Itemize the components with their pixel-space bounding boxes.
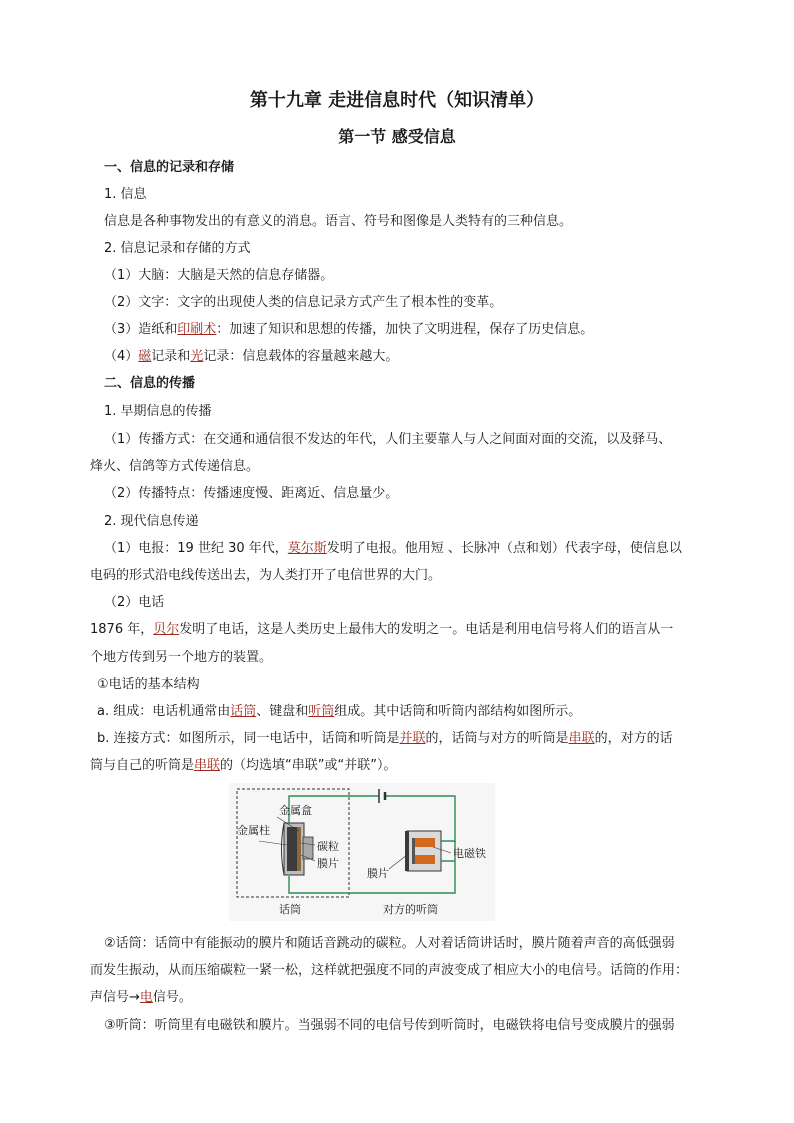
answer-series-2: 串联 <box>194 758 221 773</box>
p2-title: 2. 信息记录和存储的方式 <box>104 241 251 256</box>
mic-line1: ②话筒：话筒中有能振动的膜片和随话音跳动的碳粒。人对着话筒讲话时，膜片随着声音的高低强弱 <box>104 936 675 951</box>
answer-printing: 印刷术 <box>177 322 217 337</box>
composition: a. 组成：电话机通常由话筒、键盘和听筒组成。其中话筒和听筒内部结构如图所示。 <box>97 704 582 719</box>
label-diaphragm: 膜片 <box>317 857 339 870</box>
modern-title: 2. 现代信息传递 <box>104 514 199 529</box>
answer-series-1: 串联 <box>568 731 595 746</box>
caption-receiver: 对方的听筒 <box>383 903 438 916</box>
mic-line3: 声信号→电信号。 <box>90 990 192 1005</box>
answer-magnetic: 磁 <box>138 349 152 364</box>
answer-receiver: 听筒 <box>308 704 335 719</box>
answer-electric: 电 <box>139 990 153 1005</box>
answer-morse: 莫尔斯 <box>287 541 327 556</box>
mic-line2: 而发生振动，从而压缩碳粒一紧一松，这样就把强度不同的声波变成了相应大小的电信号。话筒的作用： <box>90 963 689 978</box>
structure-title: ①电话的基本结构 <box>97 677 200 692</box>
item-4: （4）磁记录和光记录：信息载体的容量越来越大。 <box>104 349 399 364</box>
connection-line2: 筒与自己的听筒是串联的（均选填“串联”或“并联”）。 <box>90 758 397 773</box>
receiver-line1: ③听筒：听筒里有电磁铁和膜片。当强弱不同的电信号传到听筒时，电磁铁将电信号变成膜片的强弱 <box>104 1018 675 1033</box>
label-carbon: 碳粒 <box>317 840 339 853</box>
phone-line1: 1876 年，贝尔发明了电话，这是人类历史上最伟大的发明之一。电话是利用电信号将人们的语言从一 <box>90 622 674 637</box>
phone-title: （2）电话 <box>104 595 165 610</box>
section-title: 第一节 感受信息 <box>338 127 456 146</box>
answer-mic: 话筒 <box>230 704 257 719</box>
phone-line2: 个地方传到另一个地方的装置。 <box>90 650 273 665</box>
answer-parallel: 并联 <box>399 731 426 746</box>
connection-line1: b. 连接方式：如图所示，同一电话中，话筒和听筒是并联的，话筒与对方的听筒是串联的，对方的话 <box>97 731 673 746</box>
item-3: （3）造纸和印刷术：加速了知识和思想的传播，加快了文明进程，保存了历史信息。 <box>104 322 594 337</box>
label-metal-post: 金属柱 <box>237 824 270 837</box>
item-1: （1）大脑：大脑是天然的信息存储器。 <box>104 268 334 283</box>
answer-bell: 贝尔 <box>153 622 180 637</box>
heading-2: 二、信息的传播 <box>104 376 196 391</box>
early-1a: （1）传播方式：在交通和通信很不发达的年代，人们主要靠人与人之间面对面的交流，以及驿马、 <box>104 432 672 447</box>
telephone-circuit-figure <box>229 783 495 921</box>
caption-microphone: 话筒 <box>279 903 301 916</box>
telegraph-line2: 电码的形式沿电线传送出去，为人类打开了电信世界的大门。 <box>90 568 442 583</box>
early-title: 1. 早期信息的传播 <box>104 404 212 419</box>
p1-text: 信息是各种事物发出的有意义的消息。语言、符号和图像是人类特有的三种信息。 <box>104 214 573 229</box>
chapter-title: 第十九章 走进信息时代（知识清单） <box>249 90 545 111</box>
label-diaphragm-receiver: 膜片 <box>367 867 389 880</box>
early-2: （2）传播特点：传播速度慢、距离近、信息量少。 <box>104 486 399 501</box>
answer-optical: 光 <box>190 349 204 364</box>
early-1b: 烽火、信鸽等方式传递信息。 <box>90 459 260 474</box>
item-2: （2）文字：文字的出现使人类的信息记录方式产生了根本性的变革。 <box>104 295 503 310</box>
p1-title: 1. 信息 <box>104 187 147 202</box>
telegraph-line1: （1）电报：19 世纪 30 年代，莫尔斯发明了电报。他用短 、长脉冲（点和划）代表字母，使信息以 <box>104 541 682 556</box>
label-metal-box: 金属盒 <box>279 804 312 817</box>
label-electromagnet: 电磁铁 <box>453 847 486 860</box>
heading-1: 一、信息的记录和存储 <box>104 160 235 175</box>
